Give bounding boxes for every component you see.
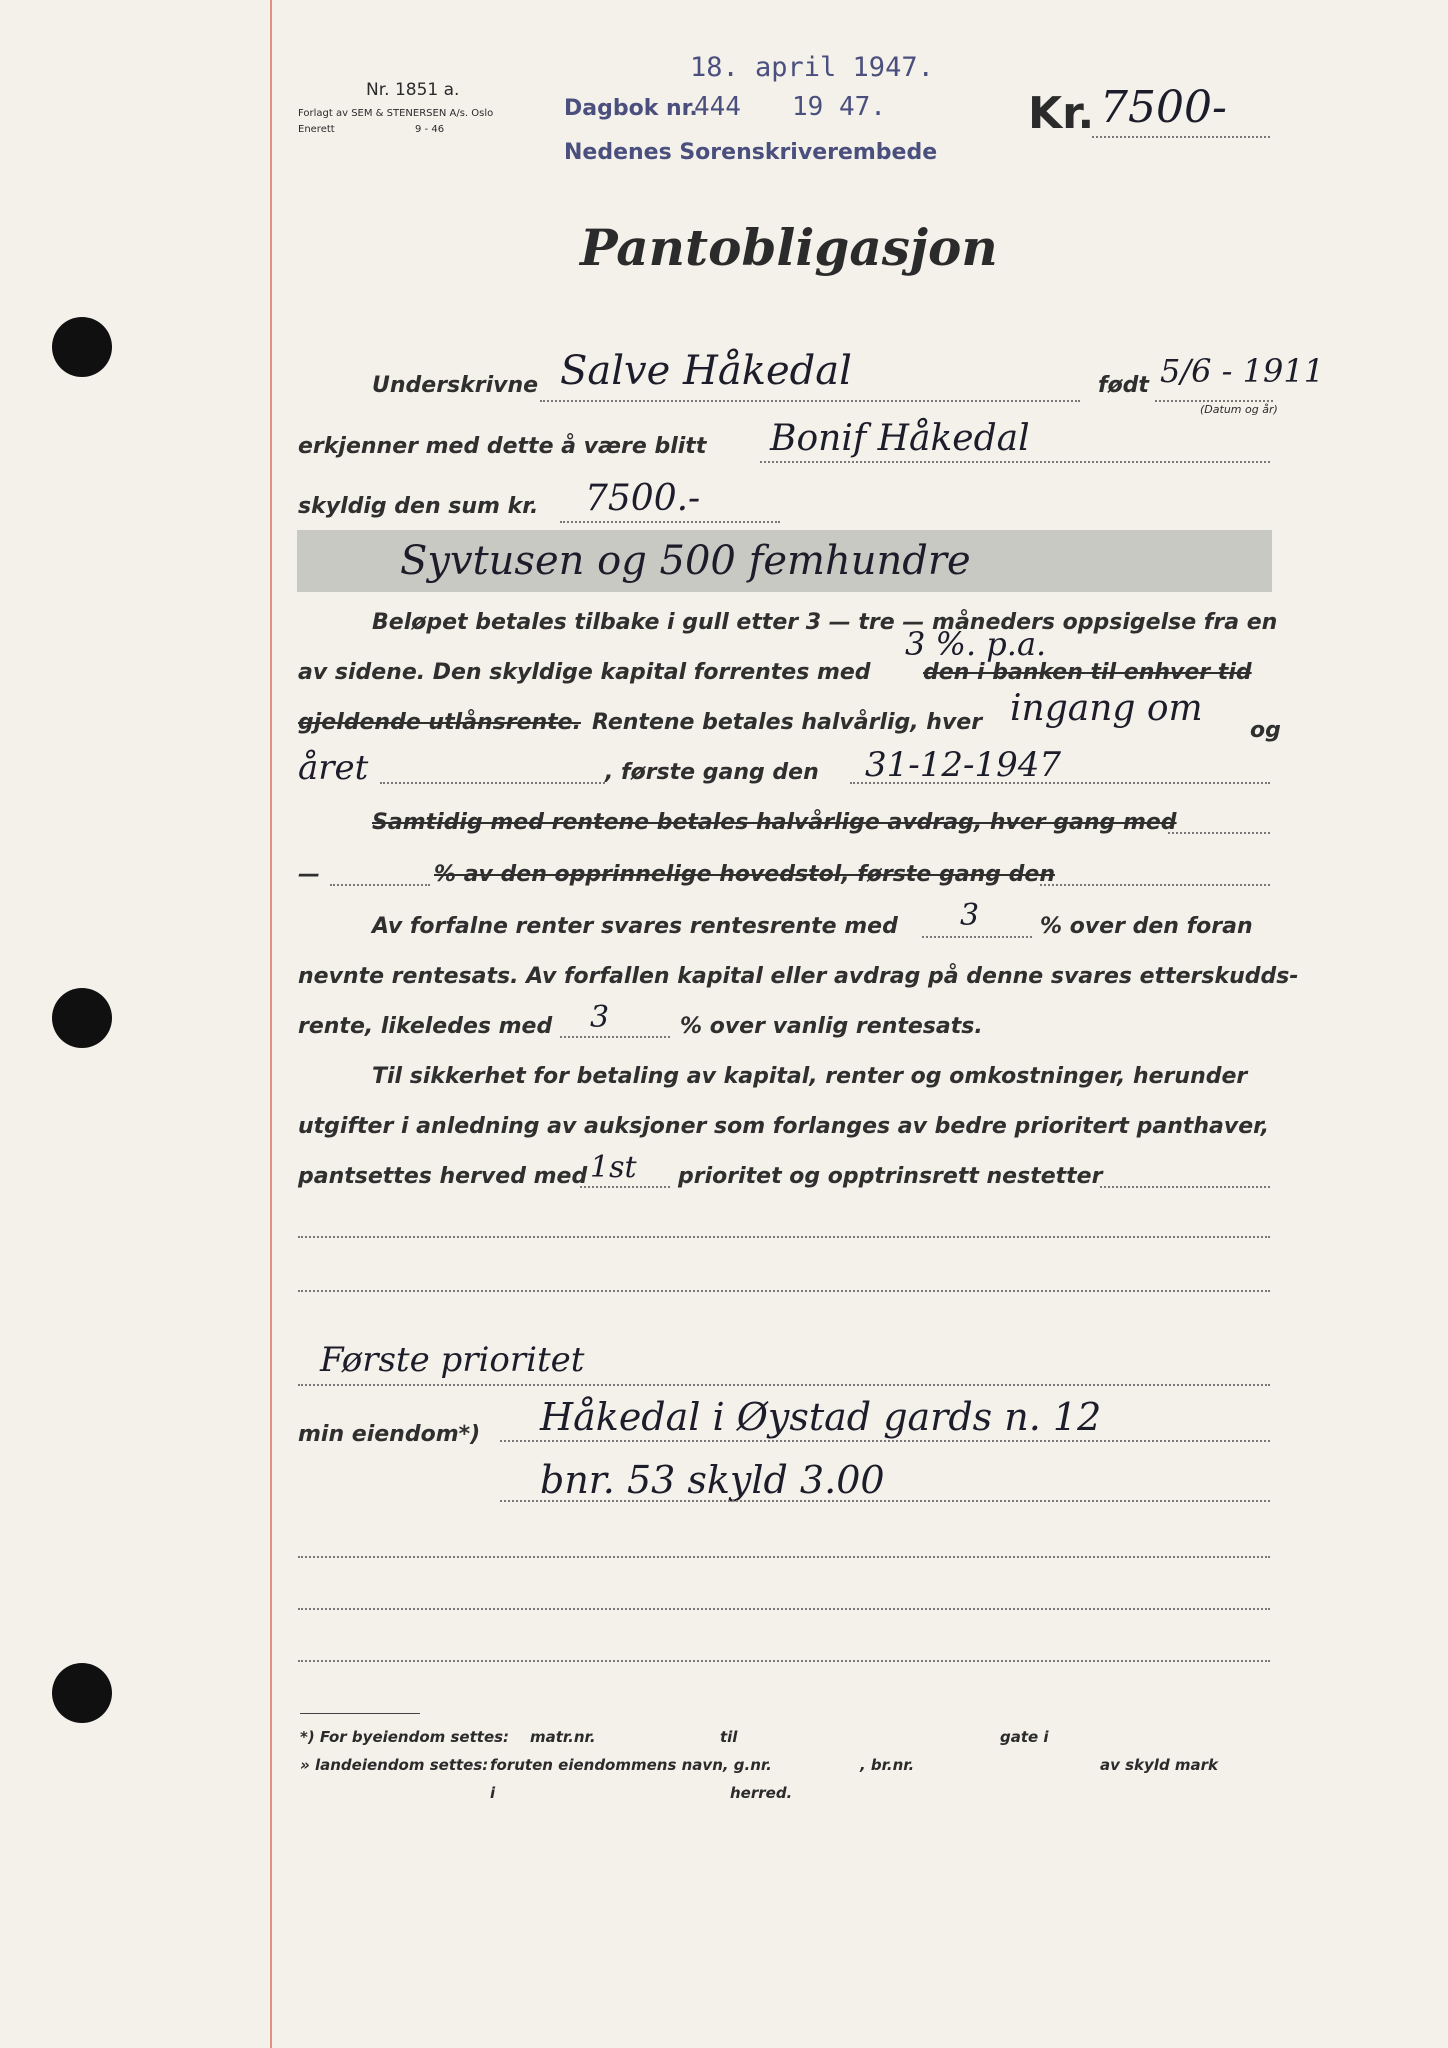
- blank-dotline-3: [298, 1384, 1270, 1386]
- etterskudd-value: 3: [590, 1000, 610, 1035]
- publisher-text: Forlagt av SEM & STENERSEN A/s. Oslo: [298, 108, 494, 119]
- payment-term-2: året: [298, 748, 369, 788]
- eiendom-label: min eiendom*): [298, 1422, 481, 1447]
- kr-dotline: [1092, 136, 1270, 138]
- aret-dotline: [380, 782, 605, 784]
- body-line-12a: pantsettes herved med: [298, 1164, 588, 1189]
- footnote-1c: til: [720, 1728, 738, 1746]
- footnote-2d: av skyld mark: [1100, 1756, 1219, 1774]
- body-line-4b: , første gang den: [605, 760, 819, 785]
- footnote-1b: matr.nr.: [530, 1728, 596, 1746]
- struck-utlansrente: gjeldende utlånsrente.: [298, 710, 581, 735]
- footnote-1a: *) For byeiendom settes:: [300, 1728, 510, 1746]
- blank-dotline-4: [298, 1556, 1270, 1558]
- enerett-text: Enerett: [298, 124, 335, 135]
- eiendom-dotline-2: [500, 1500, 1270, 1502]
- blank-dotline-6: [298, 1660, 1270, 1662]
- body-line-8: nevnte rentesats. Av forfallen kapital eller avdrag på denne svares etterskudds-: [298, 964, 1299, 989]
- eiendom-value-2: bnr. 53 skyld 3.00: [540, 1458, 885, 1502]
- body-line-7a: Av forfalne renter svares rentesrente med: [372, 914, 898, 939]
- eiendom-value-1: Håkedal i Øystad gards n. 12: [540, 1395, 1102, 1439]
- dagbok-year: 19 47.: [792, 92, 886, 122]
- struck-avdrag: Samtidig med rentene betales halvårlige avdrag, hver gang med: [372, 810, 1177, 835]
- erkjenner-dotline: [760, 461, 1270, 463]
- form-number: Nr. 1851 a.: [366, 80, 460, 100]
- nestetter-dotline: [1100, 1186, 1270, 1188]
- blank-dotline-1: [298, 1236, 1270, 1238]
- first-payment-date: 31-12-1947: [865, 745, 1062, 785]
- body-line-12b: prioritet og opptrinsrett nestetter: [678, 1164, 1103, 1189]
- footnote-1d: gate i: [1000, 1728, 1049, 1746]
- footnote-2c: , br.nr.: [860, 1756, 915, 1774]
- dagbok-number: 444: [694, 92, 741, 122]
- hovedstol-dotline: [1040, 884, 1270, 886]
- erkjenner-value: Bonif Håkedal: [770, 418, 1030, 459]
- document-title: Pantobligasjon: [580, 218, 998, 277]
- footnote-rule: [300, 1713, 420, 1714]
- amount-words: Syvtusen og 500 femhundre: [400, 538, 971, 584]
- body-line-11: utgifter i anledning av auksjoner som forlanges av bedre prioritert panthaver,: [298, 1114, 1270, 1139]
- skyldig-dotline: [560, 521, 780, 523]
- fodt-dotline: [1155, 400, 1273, 402]
- dagbok-label: Dagbok nr.: [564, 96, 698, 121]
- underskrivne-label: Underskrivne: [372, 373, 539, 398]
- form-date: 9 - 46: [415, 124, 445, 135]
- punch-hole-top: [52, 317, 112, 377]
- body-line-3c: og: [1250, 718, 1281, 743]
- body-line-9a: rente, likeledes med: [298, 1014, 553, 1039]
- punch-hole-bottom: [52, 1663, 112, 1723]
- body-line-3b: Rentene betales halvårlig, hver: [592, 710, 983, 735]
- interest-rate: 3 %. p.a.: [905, 625, 1047, 663]
- margin-line: [270, 0, 272, 2048]
- forste-prioritet-note: Første prioritet: [320, 1340, 585, 1380]
- underskrivne-dotline: [540, 400, 1080, 402]
- struck-hovedstol: % av den opprinnelige hovedstol, første gang den: [434, 862, 1055, 887]
- body-line-6a: —: [298, 862, 320, 887]
- struck-bank-clause: den i banken til enhver tid: [923, 660, 1252, 685]
- etterskudd-dotline: [560, 1036, 670, 1038]
- body-line-10: Til sikkerhet for betaling av kapital, renter og omkostninger, herunder: [372, 1064, 1248, 1089]
- blank-dotline-5: [298, 1608, 1270, 1610]
- rentesrente-dotline: [922, 936, 1032, 938]
- kr-value: 7500-: [1100, 82, 1227, 133]
- avdrag-dotline: [1168, 832, 1270, 834]
- fodt-value: 5/6 - 1911: [1160, 352, 1325, 390]
- footnote-3a: i: [490, 1784, 496, 1802]
- skyldig-value: 7500.-: [585, 478, 701, 519]
- punch-hole-middle: [52, 988, 112, 1048]
- priority-dotline: [580, 1186, 670, 1188]
- footnote-3b: herred.: [730, 1784, 793, 1802]
- stamp-date: 18. april 1947.: [690, 52, 934, 83]
- underskrivne-value: Salve Håkedal: [560, 348, 852, 394]
- date-dotline: [850, 782, 1270, 784]
- body-line-1: Beløpet betales tilbake i gull etter 3 — tre — måneders oppsigelse fra en: [372, 610, 1278, 635]
- blank-dotline-2: [298, 1290, 1270, 1292]
- eiendom-dotline-1: [500, 1440, 1270, 1442]
- office-stamp: Nedenes Sorenskriverembede: [564, 140, 938, 165]
- body-line-9b: % over vanlig rentesats.: [680, 1014, 983, 1039]
- body-line-7b: % over den foran: [1040, 914, 1253, 939]
- kr-label: Kr.: [1028, 88, 1095, 139]
- footnote-2a: » landeiendom settes:: [300, 1756, 489, 1774]
- rentesrente-value: 3: [960, 898, 980, 933]
- datum-note: (Datum og år): [1200, 403, 1278, 416]
- erkjenner-label: erkjenner med dette å være blitt: [298, 434, 707, 459]
- skyldig-label: skyldig den sum kr.: [298, 494, 539, 519]
- fodt-label: født: [1098, 373, 1149, 398]
- percent-dotline: [330, 884, 430, 886]
- payment-term: ingang om: [1010, 688, 1203, 729]
- footnote-2b: foruten eiendommens navn, g.nr.: [490, 1756, 772, 1774]
- body-line-2a: av sidene. Den skyldige kapital forrentes med: [298, 660, 871, 685]
- priority-value: 1st: [590, 1150, 637, 1185]
